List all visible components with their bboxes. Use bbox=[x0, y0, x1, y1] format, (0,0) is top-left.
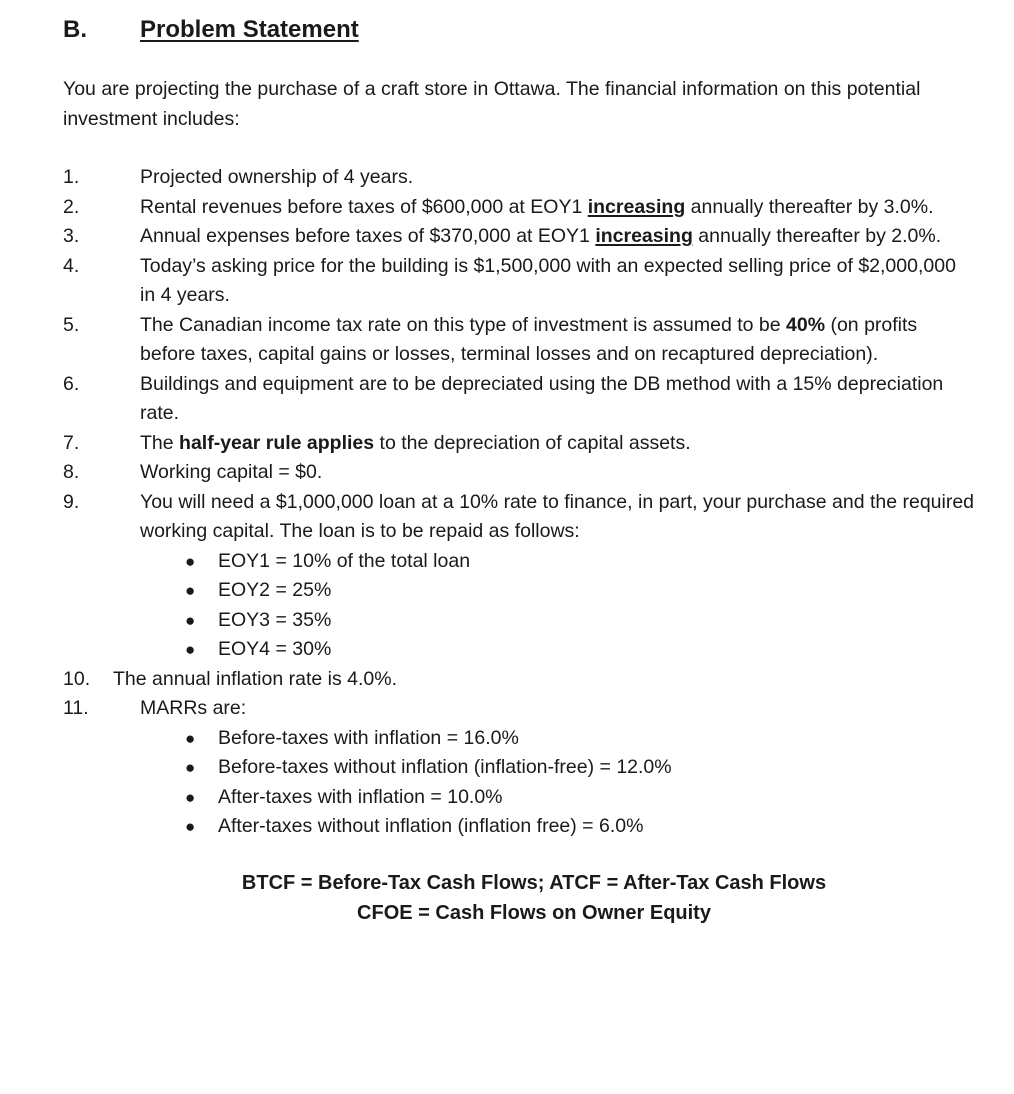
bullet-icon: ● bbox=[185, 787, 196, 807]
bullet-item bbox=[185, 635, 975, 665]
marr-bullets bbox=[185, 724, 975, 842]
numbered-list bbox=[63, 163, 975, 842]
list-item bbox=[63, 252, 975, 311]
bullet-text: After-taxes without inflation (inflation free) = 6.0% bbox=[218, 815, 644, 837]
intro-paragraph: You are projecting the purchase of a craft store in Ottawa. The financial information on this potential investment includes: bbox=[63, 78, 921, 130]
list-item bbox=[63, 311, 975, 370]
bullet-icon: ● bbox=[185, 728, 196, 748]
item-text: The annual inflation rate is 4.0%. bbox=[113, 667, 398, 690]
list-item bbox=[63, 665, 975, 695]
list-item bbox=[63, 458, 975, 488]
item-text: Working capital = $0. bbox=[140, 461, 323, 483]
bullet-text: Before-taxes with inflation = 16.0% bbox=[218, 726, 519, 749]
bullet-text: EOY4 = 30% bbox=[218, 638, 332, 660]
bullet-item bbox=[185, 576, 975, 606]
bullet-item bbox=[185, 724, 975, 754]
bullet-item bbox=[185, 783, 975, 813]
bullet-item bbox=[185, 753, 975, 783]
item-number: 11. bbox=[63, 697, 89, 719]
item-number: 7. bbox=[63, 431, 80, 454]
bullet-text: Before-taxes without inflation (inflation-free) = 12.0% bbox=[218, 756, 672, 778]
item-number: 9. bbox=[63, 490, 80, 513]
list-item bbox=[63, 429, 975, 459]
bullet-icon: ● bbox=[185, 640, 196, 659]
item-number: 3. bbox=[63, 225, 80, 247]
item-text: Buildings and equipment are to be depreciated using the DB method with a 15% depreciation rate. bbox=[140, 372, 944, 424]
bullet-text: After-taxes with inflation = 10.0% bbox=[218, 785, 503, 808]
item-text: The Canadian income tax rate on this type of investment is assumed to be 40% (on profits before taxes, capital gains or losses, terminal losses and on recaptured depreciation). bbox=[140, 313, 918, 365]
list-item bbox=[63, 193, 975, 223]
bullet-icon: ● bbox=[185, 581, 196, 600]
legend-line-2: CFOE = Cash Flows on Owner Equity bbox=[357, 901, 711, 924]
bullet-icon: ● bbox=[185, 610, 196, 630]
list-item bbox=[63, 488, 975, 547]
item-number: 5. bbox=[63, 313, 80, 336]
bullet-icon: ● bbox=[185, 551, 196, 571]
section-heading bbox=[63, 14, 975, 46]
bullet-item bbox=[185, 606, 975, 636]
item-text: Rental revenues before taxes of $600,000 at EOY1 increasing annually thereafter by 3.0%. bbox=[140, 195, 934, 218]
bullet-item bbox=[185, 547, 975, 577]
item-text: MARRs are: bbox=[140, 697, 247, 719]
item-number: 8. bbox=[63, 461, 80, 483]
item-number: 6. bbox=[63, 372, 80, 395]
list-item bbox=[63, 163, 975, 193]
bullet-item bbox=[185, 812, 975, 842]
item-number: 1. bbox=[63, 166, 80, 188]
bullet-icon: ● bbox=[185, 758, 196, 777]
item-text: Today’s asking price for the building is $1,500,000 with an expected selling price of $2,000,000 in 4 years. bbox=[140, 254, 956, 306]
legend-line-1: BTCF = Before-Tax Cash Flows; ATCF = After-Tax Cash Flows bbox=[241, 871, 827, 894]
list-item bbox=[63, 370, 975, 429]
bullet-icon: ● bbox=[185, 817, 196, 836]
item-text: You will need a $1,000,000 loan at a 10% rate to finance, in part, your purchase and the required working capital. The loan is to be repaid as follows: bbox=[140, 490, 975, 542]
item-text: Annual expenses before taxes of $370,000 at EOY1 increasing annually thereafter by 2.0%. bbox=[140, 225, 942, 247]
page-title: Problem Statement bbox=[140, 16, 359, 43]
bullet-text: EOY2 = 25% bbox=[218, 579, 332, 601]
loan-repayment-bullets bbox=[185, 547, 975, 665]
item-number: 2. bbox=[63, 195, 80, 218]
legend bbox=[63, 868, 975, 928]
bullet-text: EOY1 = 10% of the total loan bbox=[218, 549, 471, 572]
list-item bbox=[63, 694, 975, 724]
bullet-text: EOY3 = 35% bbox=[218, 608, 332, 631]
item-number: 10. bbox=[63, 667, 91, 690]
item-text: Projected ownership of 4 years. bbox=[140, 166, 414, 188]
list-item bbox=[63, 222, 975, 252]
item-text: The half-year rule applies to the depreciation of capital assets. bbox=[140, 431, 691, 454]
section-letter: B. bbox=[63, 16, 87, 43]
item-number: 4. bbox=[63, 254, 80, 277]
